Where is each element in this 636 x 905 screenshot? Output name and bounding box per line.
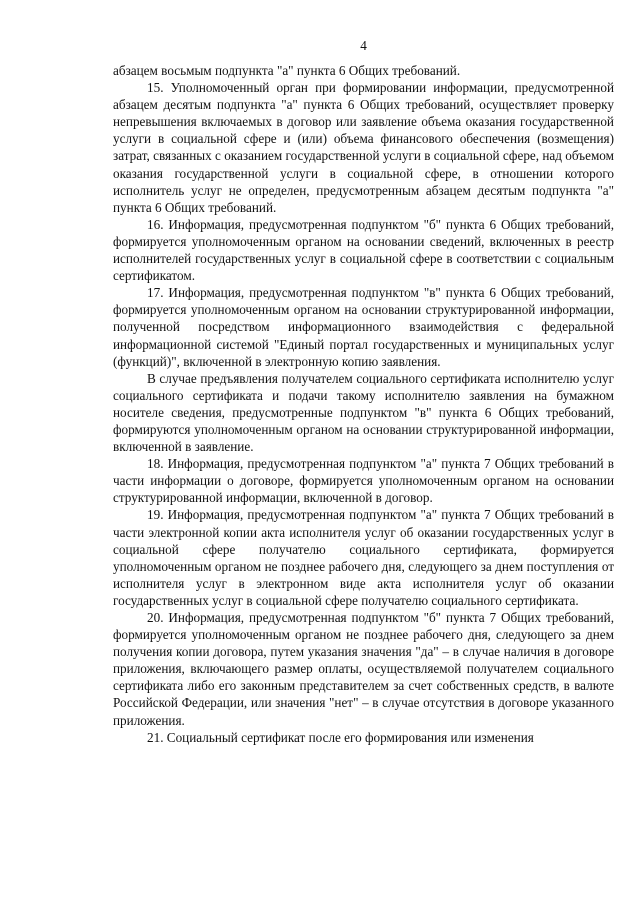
paragraph-continuation: абзацем восьмым подпункта "а" пункта 6 Общих требований.: [113, 63, 461, 78]
paragraph-16: 16. Информация, предусмотренная подпунктом "б" пункта 6 Общих требований, формируется уполномоченным органом на основании сведений, включенных в реестр исполнителей государственных услуг в социальной сфере в соответствии с социальным сертификатом.: [113, 216, 614, 284]
paragraph-18: 18. Информация, предусмотренная подпунктом "а" пункта 7 Общих требований в части информации о договоре, формируется уполномоченным органом на основании структурированной информации, включенной в договор.: [113, 456, 614, 506]
paragraph-19: 19. Информация, предусмотренная подпунктом "а" пункта 7 Общих требований в части электронной копии акта исполнителя услуг об оказании государственных услуг в социальной сфере получателю социального сертификата, формируется уполномоченным органом не позднее рабочего дня, следующего за днем поступления от исполнителя услуг в электронном виде акта исполнителя услуг об оказании государственных услуг в социальной сфере получателю социального сертификата.: [113, 507, 614, 608]
page-number: 4: [360, 38, 367, 53]
paragraph-15: 15. Уполномоченный орган при формировании информации, предусмотренной абзацем десятым подпункта "а" пункта 6 Общих требований, осуществляет проверку непревышения включаемых в договор или заявление объема оказания государственной услуги в социальной сфере и (или) объема финансового обеспечения (возмещения) затрат, связанных с оказанием государственной услуги в социальной сфере, над объемом оказания государственной услуги в социальной сфере, в отношении которого исполнитель услуг не определен, предусмотренным абзацем десятым подпункта "а" пункта 6 Общих требований.: [113, 80, 614, 215]
paragraph-21: 21. Социальный сертификат после его формирования или изменения: [147, 729, 534, 745]
paragraph-17-paper-case: В случае предъявления получателем социального сертификата исполнителю услуг социального сертификата и подачи такому исполнителю заявления на бумажном носителе сведения, предусмотренные подпунктом "в" пункта 6 Общих требований, формируются уполномоченным органом на основании структурированной информации, включенной в заявление.: [113, 370, 614, 455]
paragraph-20: 20. Информация, предусмотренная подпунктом "б" пункта 7 Общих требований, формируется уполномоченным органом не позднее рабочего дня, следующего за днем получения копии договора, путем указания значения "да" – в случае наличия в договоре приложения, включающего размер оплаты, осуществляемой получателем социального сертификата либо его законным представителем за счет собственных средств, в валюте Российской Федерации, или значения "нет" – в случае отсутствия в договоре указанного приложения.: [113, 610, 614, 728]
paragraph-17: 17. Информация, предусмотренная подпунктом "в" пункта 6 Общих требований, формируется уполномоченным органом на основании структурированной информации, полученной посредством информационного взаимодействия с федеральной информационной системой "Единый портал государственных и муниципальных услуг (функций)", включенной в электронную копию заявления.: [113, 285, 614, 369]
